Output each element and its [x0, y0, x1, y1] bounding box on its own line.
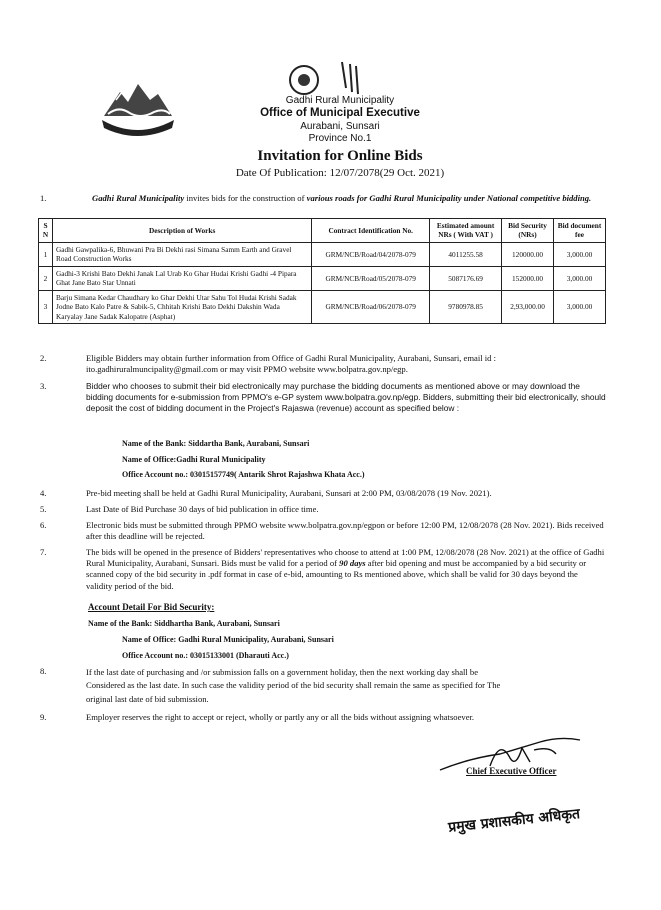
table-cell: 3,000.00 [554, 242, 606, 266]
header-municipality: Gadhi Rural Municipality [285, 95, 395, 106]
table-cell: Gadhi Gawpalika-6, Bhuwani Pra Bi Dekhi rasi Simana Samm Earth and Gravel Road Construction Works [52, 242, 311, 266]
table-header: Estimated amount NRs ( With VAT ) [430, 219, 502, 243]
para7-text [86, 547, 606, 592]
para1-scope: various roads for Gadhi Rural Municipality under National competitive bidding. [306, 193, 592, 203]
para8-number: 8. [40, 666, 47, 676]
header-province: Province No.1 [308, 133, 372, 144]
table-cell: 5087176.69 [430, 266, 502, 290]
para9-text: Employer reserves the right to accept or reject, wholly or partly any or all the bids without assigning whatsoever. [86, 712, 475, 722]
table-cell: Barju Simana Kedar Chaudhary ko Ghar Dekhi Utar Sahu Tol Hudai Krishi Sadak Jodne Bato Kalo Patre & Sabik-5, Chhitah Krishi Bato Dekhi Dakshin Wada Karyalay Jane Sadak Kalopatre (Asphat) [52, 290, 311, 323]
table-cell: 152000.00 [502, 266, 554, 290]
table-cell: 120000.00 [502, 242, 554, 266]
security-bank-name: Name of the Bank: Siddhartha Bank, Aurabani, Sunsari [88, 619, 280, 628]
table-cell: 1 [39, 242, 53, 266]
table-row [39, 242, 606, 266]
table-cell: GRM/NCB/Road/04/2078-079 [312, 242, 430, 266]
office-name: Name of Office:Gadhi Rural Municipality [122, 455, 266, 464]
table-cell: 3 [39, 290, 53, 323]
table-header: Contract Identification No. [312, 219, 430, 243]
office-stamp-text: प्रमुख प्रशासकीय अधिकृत [447, 806, 581, 836]
table-header: Bid document fee [554, 219, 606, 243]
para2-text: Eligible Bidders may obtain further information from Office of Gadhi Rural Municipality, Aurabani, Sunsari, email id : ito.gadhiruralmuncipality@gmail.com or may visit PPMO website www.bolpatra.gov.np/egp. [86, 353, 497, 375]
para2-number: 2. [40, 353, 47, 363]
table-cell: 3,000.00 [554, 290, 606, 323]
para1-mid: invites bids for the construction of [184, 193, 307, 203]
table-cell: 2 [39, 266, 53, 290]
para4-number: 4. [40, 488, 47, 498]
publication-date: Date Of Publication: 12/07/2078(29 Oct. 2021) [235, 167, 445, 179]
table-row [39, 290, 606, 323]
page-title: Invitation for Online Bids [257, 148, 423, 164]
para7-text-b: after bid opening and must be accompanied by a bid security or scanned copy of the bid security in .pdf format in case of e-bid, amounting to Rs mentioned above, which shall be valid for 30 days beyond the validity period of the bid. [86, 558, 587, 591]
table-cell: 9780978.85 [430, 290, 502, 323]
table-header: Description of Works [52, 219, 311, 243]
bank-name: Name of the Bank: Siddartha Bank, Aurabani, Sunsari [122, 439, 310, 448]
para1-text [92, 193, 604, 204]
table-cell: 2,93,000.00 [502, 290, 554, 323]
para3-text: Bidder who chooses to submit their bid electronically may purchase the bidding documents as mentioned above or may download the bidding documents for e-submission from PPMO's e-GP system www.bolpatra.gov.np/egp. Bidders, submitting their bid electronically, should deposit the cost of bidding document in the Project's Rajaswa (revenue) account as specified below : [86, 381, 606, 413]
works-table [38, 218, 606, 324]
para1-number: 1. [40, 193, 47, 203]
table-row [39, 266, 606, 290]
table-cell: Gadhi-3 Krishi Bato Dekhi Janak Lal Urab Ko Ghar Hudai Krishi Gadhi -4 Pipara Ghat Jane Bato Star Unnati [52, 266, 311, 290]
header-office: Office of Municipal Executive [260, 107, 420, 119]
header-address: Aurabani, Sunsari [300, 121, 380, 132]
table-cell: GRM/NCB/Road/05/2078-079 [312, 266, 430, 290]
nepal-emblem-logo [98, 70, 176, 142]
account-detail-title: Account Detail For Bid Security: [88, 602, 215, 612]
para1-org: Gadhi Rural Municipality [92, 193, 185, 203]
para6-number: 6. [40, 520, 47, 530]
table-header: Bid Security (NRs) [502, 219, 554, 243]
table-cell: 4011255.58 [430, 242, 502, 266]
signatory-title: Chief Executive Officer [466, 766, 557, 776]
security-account: Office Account no.: 03015133001 (Dharauti Acc.) [122, 651, 289, 660]
para5-text: Last Date of Bid Purchase 30 days of bid publication in office time. [86, 504, 319, 514]
para8-text: If the last date of purchasing and /or submission falls on a government holiday, then the next working day shall be Considered as the last date. In such case the validity period of the bid security shall remain the same as specified for The original last date of bid submission. [86, 667, 501, 704]
table-header: S N [39, 219, 53, 243]
para7-number: 7. [40, 547, 47, 557]
security-office-name: Name of Office: Gadhi Rural Municipality, Aurabani, Sunsari [122, 635, 334, 644]
office-account: Office Account no.: 03015157749( Antarik Shrot Rajashwa Khata Acc.) [122, 470, 365, 479]
para7-days: 90 days [339, 558, 366, 569]
para7-text-a: The bids will be opened in the presence of Bidders' representatives who choose to attend at 1:00 PM, 12/08/2078 (28 Nov. 2021) at the office of Gadhi Rural Municipality, Aurabani, Sunsari. Bids must be valid for a period of [86, 547, 605, 569]
para3-number: 3. [40, 381, 47, 391]
para5-number: 5. [40, 504, 47, 514]
para6-text: Electronic bids must be submitted through PPMO website www.bolpatra.gov.np/egpon or before 12:00 PM, 12/08/2078 (28 Nov. 2021). Bids received after this deadline will be rejected. [86, 520, 604, 542]
para9-number: 9. [40, 712, 47, 722]
table-cell: GRM/NCB/Road/06/2078-079 [312, 290, 430, 323]
table-cell: 3,000.00 [554, 266, 606, 290]
para4-text: Pre-bid meeting shall be held at Gadhi Rural Municipality, Aurabani, Sunsari at 2:00 PM, 03/08/2078 (19 Nov. 2021). [86, 488, 492, 498]
